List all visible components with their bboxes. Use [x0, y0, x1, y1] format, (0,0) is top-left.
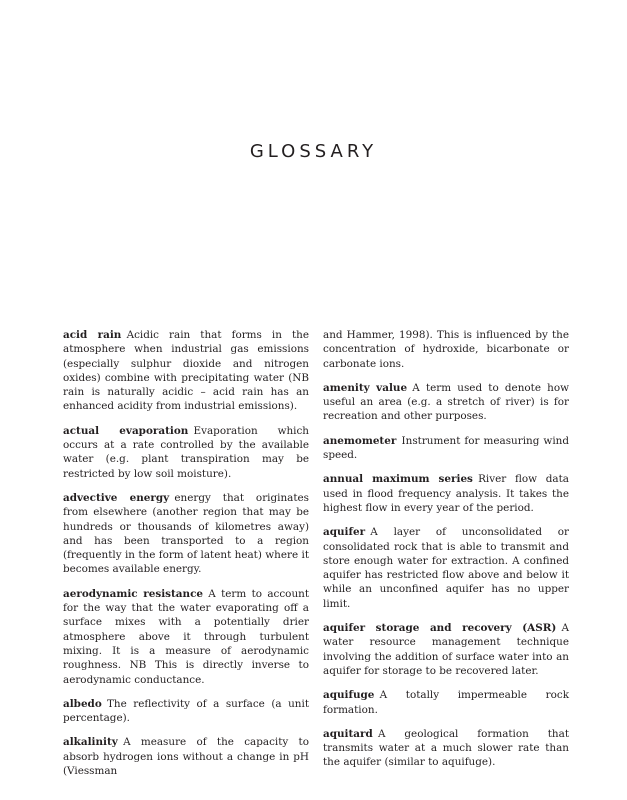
glossary-definition: energy that originates from elsewhere (another region that may be hundreds or thousands of kilometres away) and has been transported to a region (frequently in the form of latent heat) where it becomes available energy. — [63, 491, 310, 576]
glossary-definition: A term to account for the way that the water evaporating off a surface mixes with a potentially drier atmosphere above it through turbulent mixing. It is a measure of aerodynamic roughness. NB This is directly inverse to aerodynamic conductance. — [63, 587, 310, 686]
glossary-column-left — [63, 328, 309, 788]
glossary-term: alkalinity — [63, 736, 118, 749]
glossary-entry — [63, 735, 309, 778]
glossary-definition: Acidic rain that forms in the atmosphere when industrial gas emissions (especially sulphur dioxide and nitrogen oxides) combine with precipitating water (NB rain is naturally acidic – acid rain has an enhanced acidity from industrial emissions). — [63, 329, 309, 413]
glossary-definition: A totally impermeable rock formation. — [323, 689, 569, 716]
glossary-entry — [323, 472, 569, 515]
glossary-term: aquitard — [323, 727, 373, 740]
glossary-entry — [323, 688, 569, 717]
glossary-entry — [323, 434, 569, 463]
glossary-term: annual maximum series — [323, 473, 473, 486]
page-title: GLOSSARY — [249, 141, 378, 162]
glossary-term: advective energy — [63, 491, 170, 504]
glossary-entry — [63, 697, 309, 726]
glossary-entry — [323, 381, 569, 424]
glossary-definition: A layer of unconsolidated or consolidated rock that is able to transmit and store enough water for extraction. A confined aquifer has restricted flow above and below it while an unconfined aquifer has no upper limit. — [323, 526, 569, 610]
glossary-definition: Instrument for measuring wind speed. — [323, 434, 569, 462]
glossary-entry — [63, 424, 309, 481]
glossary-definition: A measure of the capacity to absorb hydrogen ions without a change in pH (Viessman — [63, 736, 309, 778]
glossary-column-right — [323, 328, 569, 780]
glossary-definition: Evaporation which occurs at a rate controlled by the available water (e.g. plant transpiration may be restricted by low soil moisture). — [63, 424, 309, 480]
glossary-definition: A geological formation that transmits water at a much slower rate than the aquifer (similar to aquifuge). — [323, 727, 569, 769]
glossary-term: aquifer storage and recovery (ASR) — [323, 622, 557, 635]
glossary-definition: River flow data used in flood frequency analysis. It takes the highest flow in every year of the period. — [323, 473, 569, 514]
glossary-definition: The reflectivity of a surface (a unit percentage). — [63, 697, 309, 725]
glossary-continuation: and Hammer, 1998). This is influenced by the concentration of hydroxide, bicarbonate or carbonate ions. — [323, 329, 569, 370]
glossary-entry — [323, 727, 569, 770]
glossary-term: albedo — [63, 697, 102, 710]
glossary-term: aerodynamic resistance — [63, 587, 204, 600]
glossary-entry — [63, 328, 309, 414]
glossary-definition: A term used to denote how useful an area (e.g. a stretch of river) is for recreation and other purposes. — [323, 381, 569, 423]
glossary-term: actual evaporation — [63, 424, 189, 437]
glossary-entry — [323, 525, 569, 611]
glossary-entry — [63, 587, 309, 687]
glossary-term: anemometer — [323, 434, 397, 447]
glossary-term: aquifuge — [323, 689, 375, 702]
glossary-entry — [323, 621, 569, 678]
glossary-term: acid rain — [63, 329, 122, 341]
glossary-definition: A water resource management technique involving the addition of surface water into an aquifer for storage to be recovered later. — [323, 622, 569, 677]
glossary-entry — [63, 491, 309, 577]
glossary-term: aquifer — [323, 526, 366, 539]
glossary-term: amenity value — [323, 381, 408, 394]
